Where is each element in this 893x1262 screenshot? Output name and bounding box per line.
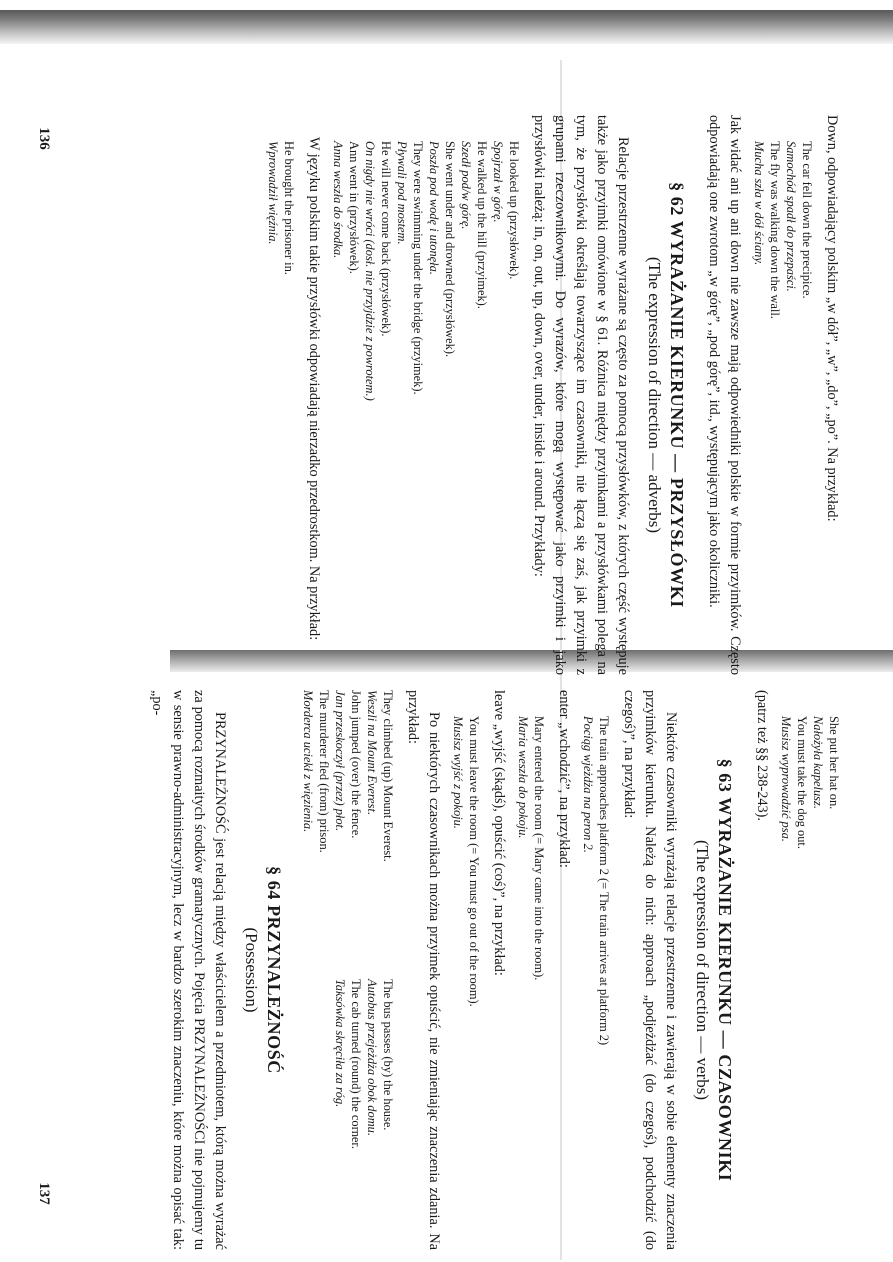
example-pl: Musisz wyjść z pokoju. [451,716,465,829]
examples-omit-right [300,979,396,1250]
example-pl: Poszła pod wodę i utonęła. [427,141,441,275]
page-number-136: 136 [35,127,52,150]
examples-prefix [265,141,297,675]
example-pl: On nigdy nie wróci (dosł. nie przyjdzie z powrotem.) [363,141,377,401]
example-en: The train approaches platform 2 (= The train arrives at platform 2) [597,716,611,1046]
example-pl: Mucha szła w dół ściany. [752,141,766,266]
example-pl: Anna weszła do środka. [331,141,345,259]
example-en: Mary entered the room (= Mary came into the room). [532,716,546,981]
page-137 [146,690,842,1250]
example-en: She put her hat on. [827,716,841,810]
example-en: The bus passes (by) the house. [381,979,395,1131]
example-en: You must take the dog out. [795,716,809,849]
intro-down: Down, odpowiadający polskim „w dół”, „w”, „do”, „po”. Na przykład: [824,115,840,522]
example-pl: Morderca uciekł z więzienia. [301,690,315,833]
section-64-subheading: (Possession) [242,927,261,1013]
example-pl: Samochód spadł do przepaści. [784,141,798,292]
example-leave [450,716,482,1250]
section-62-paragraph: Relacje przestrzenne wyrażane są często za pomocą przysłówków, z których część występuje także jako przyimki omówione w § 61. Różnica między przyimkami a przysłówkami polega na tym, że przysłówki określają towarzyszące im czasowniki, nie łączą się zaś, jak przyimki z grupami rzeczownikowymi. Do wyrazów, które mogą występować jako przyimki i jako przysłówki należą: in, on, out, up, down, over, under, inside i around. Przykłady: [531,115,631,675]
example-pl: Pociąg wjeżdża na peron 2. [581,716,595,853]
example-pl: Spojrzał w górę. [491,141,505,223]
paragraph-omit-preposition: Po niektórych czasownikach można przyimek opuścić, nie zmieniając znaczenia zdania. Na przykład: [405,690,442,1250]
example-approach [580,716,612,1250]
example-en: He looked up (przysłówek). [507,141,521,280]
example-en: They were swimming under the bridge (przyimek). [411,141,425,395]
example-en: The fly was walking down the wall. [768,141,782,319]
example-pl: Szedł pod/w górę. [459,141,473,230]
page-number-137: 137 [35,1182,52,1205]
examples-62 [330,141,522,675]
section-62-heading: § 62 WYRAŻANIE KIERUNKU — PRZYSŁÓWKI [667,182,687,608]
example-en: You must leave the room (= You must go out of the room). [467,716,481,1007]
example-en: She went under and drowned (przysłówek). [443,141,457,358]
section-64-heading: § 64 PRZYNALEŻNOŚĆ [264,866,284,1074]
section-63-subheading: (The expression of direction — verbs) [693,839,712,1101]
section-62-subheading: (The expression of direction — adverbs) [645,256,664,534]
section-63-heading: § 63 WYRAŻANIE KIERUNKU — CZASOWNIKI [715,758,735,1182]
example-en: Ann went in (przysłówek). [347,141,361,274]
leave-line: leave „wyjść (skądś), opuścić (coś)”, na przykład: [491,690,507,976]
section-63-paragraph: Niektóre czasowniki wyrażają relacje przestrzenne i zawierają w sobie elementy znaczenia przyimków kierunku. Należą do nich: approach „podjeżdżać (do czegoś), podchodzić (do czegoś)”, na przykład: [621,690,679,1250]
example-pl: Taksówka skręciła za róg. [333,979,347,1108]
example-pl: Nałożyła kapelusz. [811,716,825,809]
page-136 [259,115,842,675]
examples-top [778,716,842,1250]
scan-shadow-top [0,10,893,44]
example-pl: Wprowadził więźnia. [266,141,280,245]
example-en: John jumped (over) the fence. [349,690,363,839]
example-pl: Jan przeskoczył (przez) płot. [333,690,347,832]
example-en: He will never come back (przysłówek). [379,141,393,337]
example-pl: Musisz wyprowadzić psa. [779,716,793,842]
see-also-note: (patrz też §§ 238-243). [754,690,770,822]
example-pl: Autobus przejeżdża obok domu. [365,979,379,1136]
example-enter [515,716,547,1250]
enter-line: enter „wchodzić”, na przykład: [556,690,572,868]
example-en: He walked up the hill (przyimek). [475,141,489,309]
example-en: The murderer fled (from) prison. [317,690,331,853]
paragraph-prefix: W języku polskim takie przysłówki odpowiadają nierzadko przedrostkom. Na przykład: [306,137,322,641]
example-pl: Weszli na Mount Everest. [365,690,379,816]
example-en: He brought the prisoner in. [282,141,296,275]
example-pl: Pływali pod mostem. [395,141,409,245]
section-64-paragraph: PRZYNALEŻNOŚĆ jest relacją między właścicielem a przedmiotem, którą można wyrażać za pomocą rozmaitych środków gramatycznych. Pojęcia PRZYNALEŻNOŚCI nie pojmujemy tu w sensie prawno-administracyjnym, lecz w bardzo szerokim znaczeniu, które można opisać tak: „po- [149,690,228,1250]
example-en: The cab turned (round) the corner. [349,979,363,1149]
paragraph-up-down: Jak widać ani up ani down nie zawsze mają odpowiedniki polskie w formie przyimków. Często odpowiadają one zwrotom „w górę”, „pod górę”, itd., występującym jako okoliczniki. [706,115,743,675]
examples-down [751,141,815,675]
examples-omit-left [300,690,396,961]
example-en: They climbed (up) Mount Everest. [381,690,395,862]
example-pl: Maria weszła do pokoju. [516,716,530,839]
examples-omit [300,690,396,1250]
example-en: The car fell down the precipice. [800,141,814,299]
